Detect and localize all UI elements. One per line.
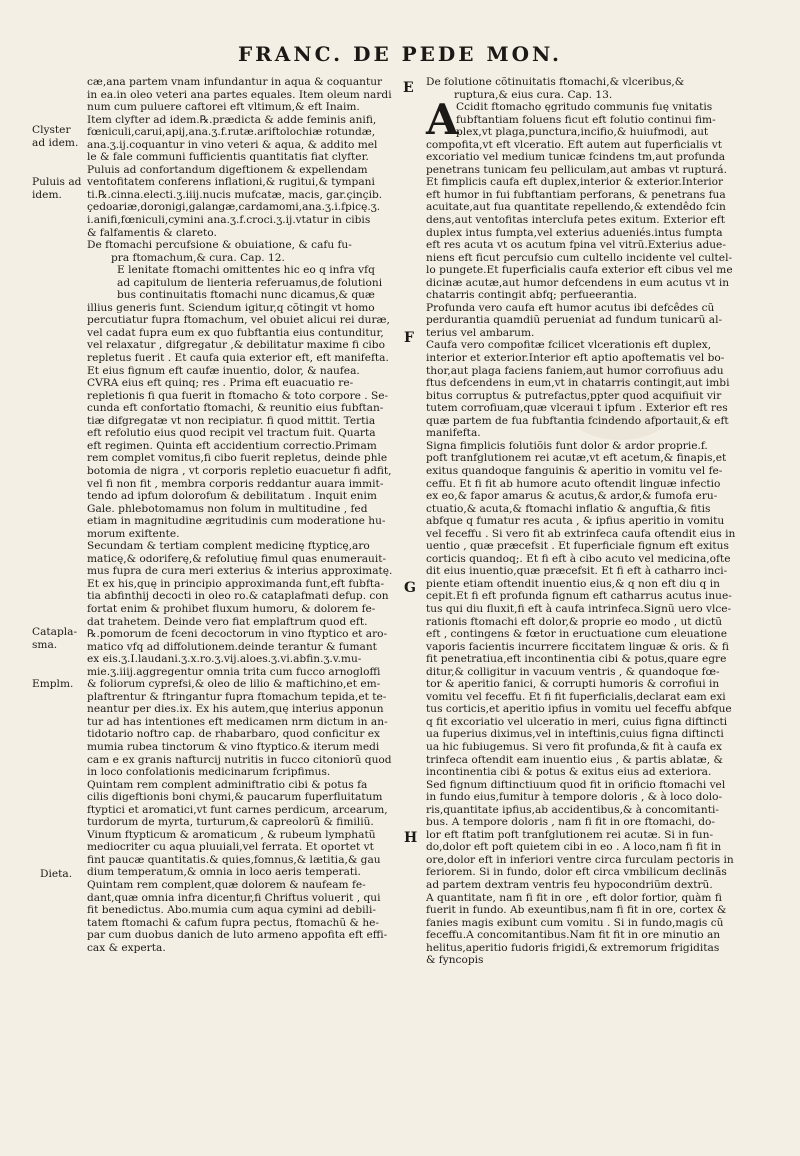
text-line: exitus quandoque fanguinis & aperitio in vomitu vel fe- [426, 464, 723, 477]
text-line: ℞.pomorum de fceni decoctorum in vino ftyptico et aro- [87, 628, 388, 641]
text-line: neantur per dies.ix. Ex his autem,quę interius apponun [87, 703, 384, 716]
text-line: ana.ʒ.ij.coquantur in vino veteri & aqua, & addito mel [87, 138, 378, 151]
text-line: feceffu.A concomitantibus.Nam fit fit in ore minutio an [426, 929, 721, 942]
text-line: Et ex his,quę in principio approximanda funt,eft fubfta- [87, 577, 385, 590]
text-line: tatem ftomachi & cafum fupra pectus, ftomachũ & he- [87, 916, 379, 929]
text-line: ore,dolor eft in inferiori ventre circa furculam pectoris in [426, 853, 734, 866]
text-line: A quantitate, nam fi fit in ore , eft dolor fortior, quàm fi [426, 891, 722, 904]
margin-note-dieta: Dieta. [40, 868, 73, 880]
text-line: interior et exterior.Interior eft aptio apoftematis vel bo- [426, 352, 725, 365]
text-line: le & fale communi fufficientis quantitatis fiat clyfter. [87, 151, 369, 164]
text-line: & falfamentis & clareto. [87, 226, 217, 239]
right-column-body [426, 95, 738, 967]
text-line: tia abfinthij decocti in oleo ro.& cataplafmati defup. con [87, 590, 389, 603]
text-line: tendo ad ipfum dolorofum & debilitatum . Inquit enim [87, 490, 377, 503]
text-line: percutiatur fupra ftomachum, vel obuiet alicui rei duræ, [87, 314, 390, 327]
text-line: incontinentia cibi & potus & exitus eius ad exteriora. [426, 766, 712, 779]
text-line: Sed fignum diftinctiuum quod fit in orificio ftomachi vel [426, 778, 726, 791]
text-line: eft humor in fui fubftantiam perforans, & penetrans fua [426, 188, 726, 201]
text-line: dens,aut ventofitas interclufa petes exitum. Exterior eft [426, 214, 725, 227]
right-column [426, 76, 738, 967]
text-line: helitus,aperitio fudoris frigidi,& extremorum frigiditas [426, 941, 720, 954]
text-line: vaporis facientis incurrere ficcitatem linguæ & oris. & fi [426, 640, 729, 653]
text-line: plex,vt plaga,punctura,incifio,& huiufmodi, aut [456, 126, 709, 139]
margin-note-clyster: Clyster ad idem. [32, 124, 79, 149]
text-line: Gale. phlebotomamus non folum in multitudine , fed [87, 502, 368, 515]
margin-note-emplastrum: Emplm. [32, 678, 74, 690]
text-line: Et fimplicis caufa eft duplex,interior & exterior.Interior [426, 176, 724, 189]
text-line: Quintam rem complent,quæ dolorem & naufeam fe- [87, 879, 366, 891]
text-line: bus continuitatis ftomachi nunc dicamus,& quæ [117, 289, 375, 302]
left-column [87, 76, 397, 954]
text-line: fubftantiam foluens ficut eft folutio continui fim- [456, 113, 716, 126]
text-line: cæ,ana partem vnam infundantur in aqua & coquantur [87, 76, 383, 88]
text-line: in loco confolationis medicinarum fcripfimus. [87, 766, 331, 779]
text-line: compofita,vt eft vlceratio. Eft autem aut fuperficialis vt [426, 138, 722, 151]
gutter-letter-g: G [404, 580, 416, 596]
text-line: fit benedictus. Abo.mumia cum aqua cymini ad debili- [87, 904, 376, 917]
text-line: tus corticis,et aperitio ipfius in vomitu uel feceffu abfque [426, 703, 732, 716]
text-line: tur ad has intentiones eft medicamen nrm dictum in an- [87, 715, 388, 728]
text-line: ua fuperius diximus,vel in inteftinis,cuius figna diftincti [426, 728, 724, 741]
text-line: ua hic fubiugemus. Si vero fit profunda,& fit à caufa ex [426, 740, 722, 753]
text-line: niens eft ficut percufsio cum cultello incidente vel cultel- [426, 251, 733, 264]
text-line: Item clyfter ad idem.℞.prædicta & adde feminis anifi, [87, 113, 377, 126]
text-line: duplex intus fumpta,vel exterius adueniés.intus fumpta [426, 226, 723, 239]
text-line: Vinum ftypticum & aromaticum , & rubeum lymphatũ [87, 828, 376, 841]
text-line: lor eft ftatim poft tranfglutionem rei acutæ. Si in fun- [426, 828, 714, 841]
text-line: Et eius fignum eft caufæ inuentio, dolor, & naufea. [87, 364, 360, 377]
text-line: Ccidit ftomacho ęgritudo communis fuę vnitatis [456, 101, 713, 114]
text-line: cepit.Et fi eft profunda fignum eft catharrus acutus inue- [426, 590, 732, 603]
text-line: in fundo eius,fumitur à tempore doloris , & à loco dolo- [426, 791, 723, 804]
text-line: dium temperatum,& omnia in loco aeris temperati. [87, 866, 361, 879]
text-line: tidotario noftro cap. de rhabarbaro, quod conficitur ex [87, 728, 380, 741]
text-line: uentio , quæ præcefsit . Et fuperficiale fignum eft exitus [426, 540, 729, 553]
text-line: ex eo,& fapor amarus & acutus,& ardor,& fumofa eru- [426, 490, 718, 503]
text-line: chatarris contingit abfq; perfueerantia. [426, 289, 638, 302]
text-line: bitus corruptus & putrefactus,ppter quod acquifiuit vir [426, 389, 722, 402]
text-line: perdurantia quamdiũ perueniat ad fundum tunicarũ al- [426, 314, 723, 327]
text-line: feriorem. Si in fundo, dolor eft circa vmbilicum declinãs [426, 866, 727, 879]
gutter-letter-e: E [403, 80, 414, 96]
text-line: terius vel ambarum. [426, 326, 535, 339]
text-line: par cum duobus danich de luto armeno appofita eft effi- [87, 929, 388, 942]
text-line: Profunda vero caufa eft humor acutus ibi defcêdes cũ [426, 301, 715, 314]
text-line: çedoariæ,doronigi,galangæ,cardamomi,ana.ʒ.i.fpicę.ʒ. [87, 201, 381, 214]
text-line: eft , contingens & fœtor in eructuatione cum eleuatione [426, 628, 727, 641]
text-line: penetrans tunicam feu pelliculam,aut ambas vt rupturá. [426, 163, 727, 176]
text-line: ditur,& colligitur in vacuum ventris , & quandoque fœ- [426, 665, 720, 678]
text-line: botomia de nigra , vt corporis repletio euacuetur fi adfit, [87, 464, 392, 477]
text-line: fuerit in fundo. Ab exeuntibus,nam fi fit in ore, cortex & [426, 904, 727, 917]
text-line: matico vfq ad diffolutionem.deinde terantur & fumant [87, 640, 377, 653]
text-line: quæ partem de fua fubftantia fcindendo afportauit,& eft [426, 414, 729, 427]
text-line: ad capitulum de lienteria referuamus,de folutioni [117, 276, 383, 289]
text-line: in ea.in oleo veteri ana partes equales. Item oleum nardi [87, 88, 392, 101]
text-line: ti.℞.cinna.electi.ʒ.iiij.nucis mufcatæ, macis, gar.çinçib. [87, 188, 383, 201]
text-line: fanies magis exibunt cum vomitu . Si in fundo,magis cũ [426, 916, 724, 929]
text-line: ftus defcendens in eum,vt in chatarris contingit,aut imbi [426, 377, 730, 390]
text-line: & foliorum cyprefsi,& oleo de lilio & maftichino,et em- [87, 678, 381, 691]
text-line: bus. A tempore doloris , nam fi fit in ore ftomachi, do- [426, 816, 716, 829]
text-line: cam e ex granis nafturcij nutritis in fucco citoniorũ quod [87, 753, 392, 766]
text-line: vel cadat fupra eum ex quo fubftantia eius contunditur, [87, 326, 384, 339]
text-line: repletionis fi qua fuerit in ftomacho & toto corpore . Se- [87, 389, 389, 402]
text-line: dant,quæ omnia infra dicentur,fi Chriftus voluerit , qui [87, 891, 381, 904]
drop-cap: A [426, 95, 459, 145]
text-line: mie.ʒ.iiij.aggregentur omnia trita cum fucco arnogloffi [87, 665, 381, 678]
text-line: morum exiftente. [87, 527, 180, 540]
text-line: eft regimen. Quinta eft accidentium correctio.Primam [87, 439, 377, 452]
chapter-heading: ruptura,& eius cura. Cap. 13. [454, 88, 613, 101]
text-line: q fit excoriatio vel ulceratio in meri, cuius figna diftincti [426, 715, 728, 728]
text-line: E lenitate ftomachi omittentes hic eo q infra vfq [117, 264, 375, 277]
text-line: manifefta. [426, 427, 481, 440]
text-line: ventofitatem conferens inflationi,& rugitui,& tympani [87, 176, 375, 189]
text-line: tiæ difgregatæ vt non recipiatur. fi quod mittit. Tertia [87, 414, 376, 427]
text-line: ad partem dextram ventris feu hypocondriũm dextrũ. [426, 879, 713, 891]
text-line: cunda eft confortatio ftomachi, & reunitio eius fubftan- [87, 402, 384, 415]
text-line: acuitate,aut fua quantitate repellendo,& extendêdo fcin [426, 201, 726, 214]
text-line: thor,aut plaga faciens faniem,aut humor corrofiuus adu [426, 364, 724, 377]
text-line: dit eius inuentio,quæ præcefsit. Et fi eft à catharro inci- [426, 565, 728, 578]
text-line: vomitu vel feceffu. Et fi fit fuperficialis,declarat eam exi [426, 690, 726, 703]
text-line: cilis digeftionis boni chymi,& paucarum fuperfluitatum [87, 791, 383, 804]
text-line: De ftomachi percufsione & obuiatione, & cafu fu- [87, 239, 352, 252]
text-line: dat trahetem. Deinde vero fiat emplaftrum quod eft. [87, 615, 368, 628]
text-line: corticis quandoq;. Et fi eft à cibo acuto vel medicina,ofte [426, 552, 731, 565]
text-line: eft res acuta vt os acutum fpina vel vitrũ.Exterius adue- [426, 239, 726, 252]
text-line: tutem corrofiuam,quæ vlceraui t ipfum . Exterior eft res [426, 402, 728, 415]
text-line: pra ftomachum,& cura. Cap. 12. [111, 251, 285, 264]
text-line: maticę,& odoriferę,& refolutiuę fimul quas enumerauit- [87, 552, 387, 565]
chapter-heading: De folutione cõtinuitatis ftomachi,& vlceribus,& [426, 76, 685, 88]
text-line: fit penetratiua,eft incontinentia cibi & potus,quare egre [426, 653, 727, 666]
text-line: do,dolor eft poft quietem cibi in eo . A loco,nam fi fit in [426, 841, 722, 854]
text-line: fint paucæ quantitatis.& quies,fomnus,& lætitia,& gau [87, 853, 381, 866]
text-line: num cum puluere caftorei eft vltimum,& eft Inaim. [87, 101, 360, 114]
text-line: vel feceffu . Si vero fit ab extrinfeca caufa oftendit eius in [426, 527, 736, 540]
text-line: mediocriter cu aqua pluuiali,vel ferrata. Et oportet vt [87, 841, 374, 854]
text-line: i.anifi,fœniculi,cymini ana.ʒ.f.croci.ʒ.ij.vtatur in cibis [87, 214, 371, 227]
text-line: piente etiam oftendit inuentio eius,& q non eft diu q in [426, 577, 720, 590]
text-line: tus qui diu fluxit,fi eft à caufa intrinfeca.Signũ uero vlce- [426, 602, 732, 615]
text-line: Quintam rem complent adminiftratio cibi & potus fa [87, 778, 368, 791]
text-line: lo pungete.Et fuperficialis caufa exterior eft cibus vel me [426, 264, 733, 277]
text-line: excoriatio vel medium tunicæ fcindens tm,aut profunda [426, 151, 726, 164]
text-line: rationis ftomachi eft dolor,& proprie eo modo , ut dictũ [426, 615, 723, 628]
running-head: FRANC. DE PEDE MON. [237, 42, 563, 66]
text-line: ris,quantitate ipfius,ab accidentibus,& à concomitanti- [426, 803, 719, 816]
text-line: tor & aperitio fanici, & corrupti humoris & corrofiui in [426, 678, 720, 691]
text-line: mumia rubea tinctorum & vino ftyptico.& iterum medi [87, 740, 380, 753]
text-line: etiam in magnitudine ægritudinis cum moderatione hu- [87, 515, 386, 528]
margin-note-puluis: Puluis ad idem. [32, 176, 82, 201]
text-line: Secundam & tertiam complent medicinę ftypticę,aro [87, 540, 370, 553]
text-line: dicinæ acutæ,aut humor defcendens in eum acutus vt in [426, 276, 730, 289]
text-line: vel relaxatur , difgregatur ,& debilitatur maxime fi cibo [87, 339, 385, 352]
text-line: illius generis funt. Sciendum igitur,q cõtingit vt homo [87, 301, 375, 314]
text-line: fœniculi,carui,apij,ana.ʒ.f.rutæ.ariftolochiæ rotundæ, [87, 126, 376, 139]
text-line: & fyncopis [426, 954, 484, 967]
gutter-letter-f: F [404, 330, 414, 346]
text-line: ex eis.ʒ.I.laudani.ʒ.x.ro.ʒ.vij.aloes.ʒ.vi.abfin.ʒ.v.mu- [87, 653, 362, 666]
text-line: eft refolutio eius quod recipit vel tractum fuit. Quarta [87, 427, 376, 440]
text-line: plaftrentur & ftringantur fupra ftomachum tepida,et te- [87, 690, 387, 703]
margin-note-cataplasma: Cataplasma. [32, 626, 78, 651]
text-line: Puluis ad confortandum digeftionem & expellendam [87, 163, 368, 176]
text-line: fortat enim & prohibet fluxum humoru, & dolorem fe- [87, 602, 376, 615]
gutter-letter-h: H [404, 830, 418, 846]
text-line: repletus fuerit . Et caufa quia exterior eft, eft manifefta. [87, 352, 389, 365]
text-line: cax & experta. [87, 941, 166, 954]
text-line: vel fi non fit , membra corporis reddantur auara immit- [87, 477, 384, 490]
text-line: trinfeca oftendit eam inuentio eius , & partis ablatæ, & [426, 753, 723, 766]
text-line: Signa fimplicis folutiõis funt dolor & ardor proprie.f. [426, 439, 708, 452]
text-line: ctuatio,& acuta,& ftomachi inflatio & anguftia,& fitis [426, 502, 711, 515]
text-line: rem complet vomitus,fi cibo fuerit repletus, deinde phle [87, 452, 388, 465]
text-line: abfque q fumatur res acuta , & ipfius aperitio in vomitu [426, 515, 725, 528]
text-line: ceffu. Et fi fit ab humore acuto oftendit linguæ infectio [426, 477, 721, 490]
text-line: Caufa vero compofitæ fcilicet vlcerationis eft duplex, [426, 339, 712, 352]
text-line: mus fupra de cura meri exterius & interius approximatę. [87, 565, 393, 578]
text-line: CVRA eius eft quinq; res . Prima eft euacuatio re- [87, 377, 354, 390]
text-line: poft tranfglutionem rei acutæ,vt eft acetum,& finapis,et [426, 452, 727, 465]
text-line: ftyptici et aromatici,vt funt carnes perdicum, arcearum, [87, 803, 388, 816]
text-line: turdorum de myrta, turturum,& capreolorũ & fimiliũ. [87, 816, 374, 829]
